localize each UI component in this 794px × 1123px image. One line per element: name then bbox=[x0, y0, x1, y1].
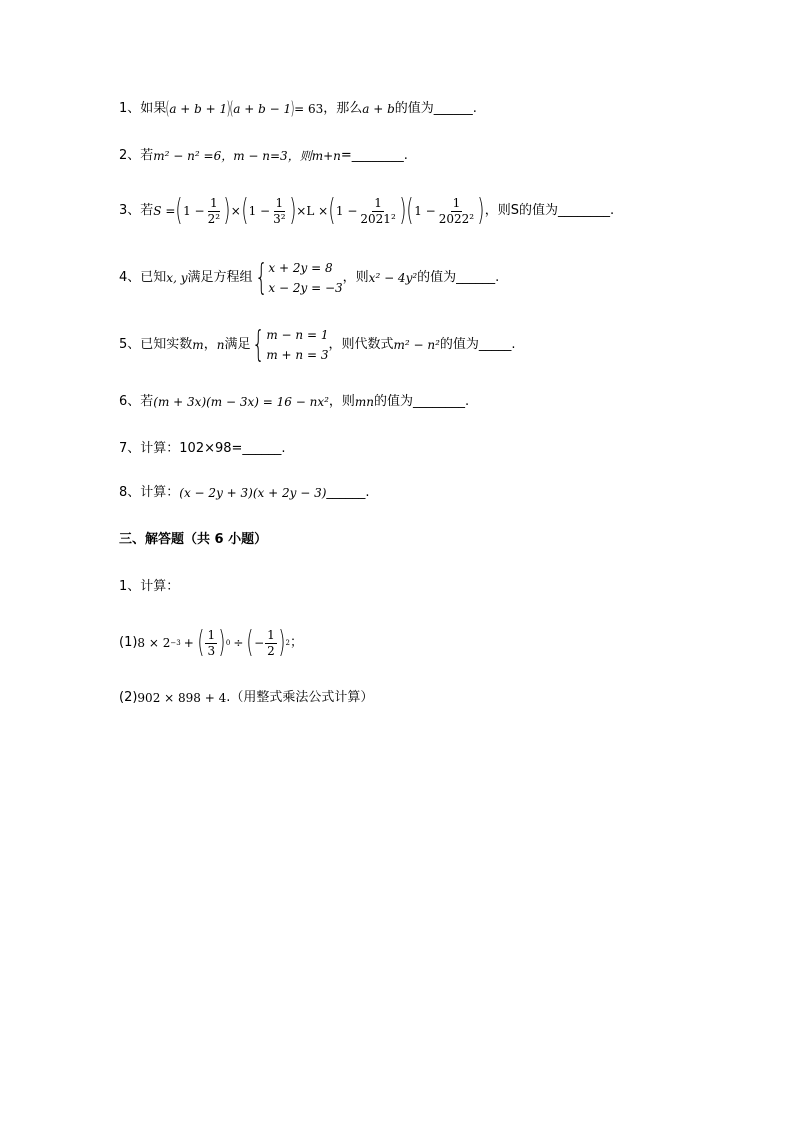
numerator: 1 bbox=[267, 627, 275, 642]
equation: x + 2y = 8 bbox=[268, 261, 333, 275]
section-title: 三、解答题（共 6 小题） bbox=[119, 532, 268, 547]
math-expr: n bbox=[216, 338, 225, 352]
paren: ) bbox=[288, 193, 296, 228]
question-5 bbox=[119, 325, 516, 365]
paren: ) bbox=[223, 193, 231, 228]
paren: ) bbox=[226, 98, 231, 119]
question-text: .（用整式乘法公式计算） bbox=[226, 690, 374, 705]
paren: ) bbox=[278, 625, 286, 660]
paren: ( bbox=[165, 98, 170, 119]
math-expr: (m + 3x)(m − 3x) = 16 − nx² bbox=[153, 395, 329, 409]
question-text: 的值为______. bbox=[394, 101, 477, 116]
question-text: 满足 bbox=[224, 337, 251, 352]
question-number: 8、 bbox=[119, 485, 141, 500]
question-text: ， bbox=[203, 337, 217, 352]
question-7 bbox=[119, 440, 286, 458]
paren: ( bbox=[328, 193, 336, 228]
fraction bbox=[437, 196, 476, 227]
question-text: ，则代数式 bbox=[328, 337, 394, 352]
question-number: 1、 bbox=[119, 101, 141, 116]
question-number: 1、 bbox=[119, 579, 141, 594]
question-1 bbox=[119, 100, 477, 118]
numerator: 1 bbox=[275, 195, 284, 210]
question-text: 的值为________. bbox=[374, 394, 470, 409]
math-expr: a + b bbox=[362, 102, 395, 116]
numerator: 1 bbox=[207, 627, 216, 642]
fraction bbox=[206, 196, 222, 227]
denominator: 3 bbox=[207, 643, 216, 658]
math-expr: m² − n² bbox=[393, 338, 440, 352]
math-expr: 1 − bbox=[335, 204, 358, 218]
math-expr: m bbox=[192, 338, 204, 352]
math-expr: mn bbox=[354, 395, 375, 409]
paren: ( bbox=[406, 193, 414, 228]
equation: m − n = 1 bbox=[266, 328, 329, 342]
question-text: ______. bbox=[326, 485, 370, 500]
operator: ÷ bbox=[233, 636, 244, 650]
question-text: 如果 bbox=[140, 101, 167, 116]
numerator: 1 bbox=[452, 195, 461, 210]
sub-label: (2) bbox=[119, 690, 138, 705]
denominator: 2021² bbox=[360, 211, 396, 226]
equation: x − 2y = −3 bbox=[268, 281, 343, 295]
question-text: 的值为______. bbox=[417, 270, 500, 285]
operator: − bbox=[254, 636, 265, 650]
paren: ) bbox=[290, 98, 295, 119]
question-text: =________. bbox=[340, 148, 408, 163]
math-expr: ×L × bbox=[296, 204, 329, 218]
paren: ( bbox=[241, 193, 249, 228]
question-text: 计算： bbox=[140, 579, 180, 594]
math-expr: m+n bbox=[311, 149, 341, 163]
math-expr: 1 − bbox=[248, 204, 271, 218]
equation-system bbox=[266, 325, 328, 365]
math-expr: 8 × 2 bbox=[137, 636, 171, 650]
numerator: 1 bbox=[374, 195, 382, 210]
question-text: ； bbox=[289, 635, 303, 650]
math-expr: m² − n² =6，m − n=3，则 bbox=[153, 149, 312, 163]
denominator: 2² bbox=[207, 211, 221, 226]
brace: { bbox=[254, 257, 268, 298]
question-text: ，那么 bbox=[323, 101, 363, 116]
section-heading bbox=[119, 531, 267, 549]
fraction bbox=[265, 628, 277, 659]
question-6 bbox=[119, 393, 469, 411]
math-expr: (x − 2y + 3)(x + 2y − 3) bbox=[179, 486, 327, 500]
question-text: 若 bbox=[140, 203, 154, 218]
paren: ( bbox=[229, 98, 234, 119]
math-expr: a + b − 1 bbox=[233, 102, 292, 116]
denominator: 2 bbox=[267, 643, 275, 658]
question-text: ，则S的值为________. bbox=[484, 203, 615, 218]
question-text: 计算： bbox=[140, 485, 180, 500]
question-number: 7、 bbox=[119, 441, 141, 456]
operator: + bbox=[183, 636, 194, 650]
question-number: 4、 bbox=[119, 270, 141, 285]
question-text: 计算：102×98=______. bbox=[140, 441, 286, 456]
question-text: 已知 bbox=[140, 270, 167, 285]
math-expr: = 63 bbox=[294, 102, 324, 116]
denominator: 2022² bbox=[438, 211, 475, 226]
numerator: 1 bbox=[210, 195, 218, 210]
sub-question-2 bbox=[119, 689, 373, 707]
question-text: 若 bbox=[140, 394, 154, 409]
math-expr: S = bbox=[153, 204, 176, 218]
question-8 bbox=[119, 484, 370, 502]
question-text: 若 bbox=[140, 148, 154, 163]
paren: ) bbox=[399, 193, 407, 228]
question-number: 3、 bbox=[119, 203, 141, 218]
sub-label: (1) bbox=[119, 635, 138, 650]
question-text: 已知实数 bbox=[140, 337, 193, 352]
solve-question-1 bbox=[119, 578, 179, 596]
question-number: 2、 bbox=[119, 148, 141, 163]
math-expr: x² − 4y² bbox=[368, 271, 418, 285]
question-4 bbox=[119, 258, 499, 298]
math-expr: 902 × 898 + 4 bbox=[137, 691, 227, 705]
sub-question-1: (1) 8 × 2 −3 + ( $\frac{1}{3}$ ) 0 ÷ ( − $\frac{1}{2}$ ) 2 ； bbox=[119, 625, 303, 660]
fraction bbox=[358, 196, 397, 227]
equation-system bbox=[268, 258, 342, 298]
paren: ( bbox=[197, 625, 205, 660]
math-expr: 1 − bbox=[414, 204, 436, 218]
paren: ( bbox=[175, 193, 183, 228]
denominator: 3² bbox=[273, 211, 286, 226]
math-expr: 1 − bbox=[183, 204, 205, 218]
question-text: 的值为_____. bbox=[439, 337, 516, 352]
question-text: ，则 bbox=[328, 394, 355, 409]
fraction bbox=[205, 628, 217, 659]
equation: m + n = 3 bbox=[266, 348, 329, 362]
question-text: 满足方程组 bbox=[187, 270, 253, 285]
question-text: ，则 bbox=[342, 270, 369, 285]
paren: ) bbox=[477, 193, 485, 228]
paren: ( bbox=[246, 625, 254, 660]
fraction bbox=[271, 196, 287, 227]
paren: ) bbox=[218, 625, 226, 660]
question-3: 3、 若 S = ( 1 − $\frac{1}{\text{2²}}$ ) × ( 1 − $\frac{1}{\text{3²}}$ ) ×L × ( 1 − $\frac{1}{\text{2021²}}$ ) ( 1 − $\frac{1}{\text{2022²}}$ ) ，则S的值为________. bbox=[119, 193, 615, 228]
question-number: 6、 bbox=[119, 394, 141, 409]
brace: { bbox=[252, 324, 266, 365]
question-2 bbox=[119, 147, 408, 165]
question-number: 5、 bbox=[119, 337, 141, 352]
math-expr: x, y bbox=[166, 271, 188, 285]
math-expr: a + b + 1 bbox=[169, 102, 228, 116]
